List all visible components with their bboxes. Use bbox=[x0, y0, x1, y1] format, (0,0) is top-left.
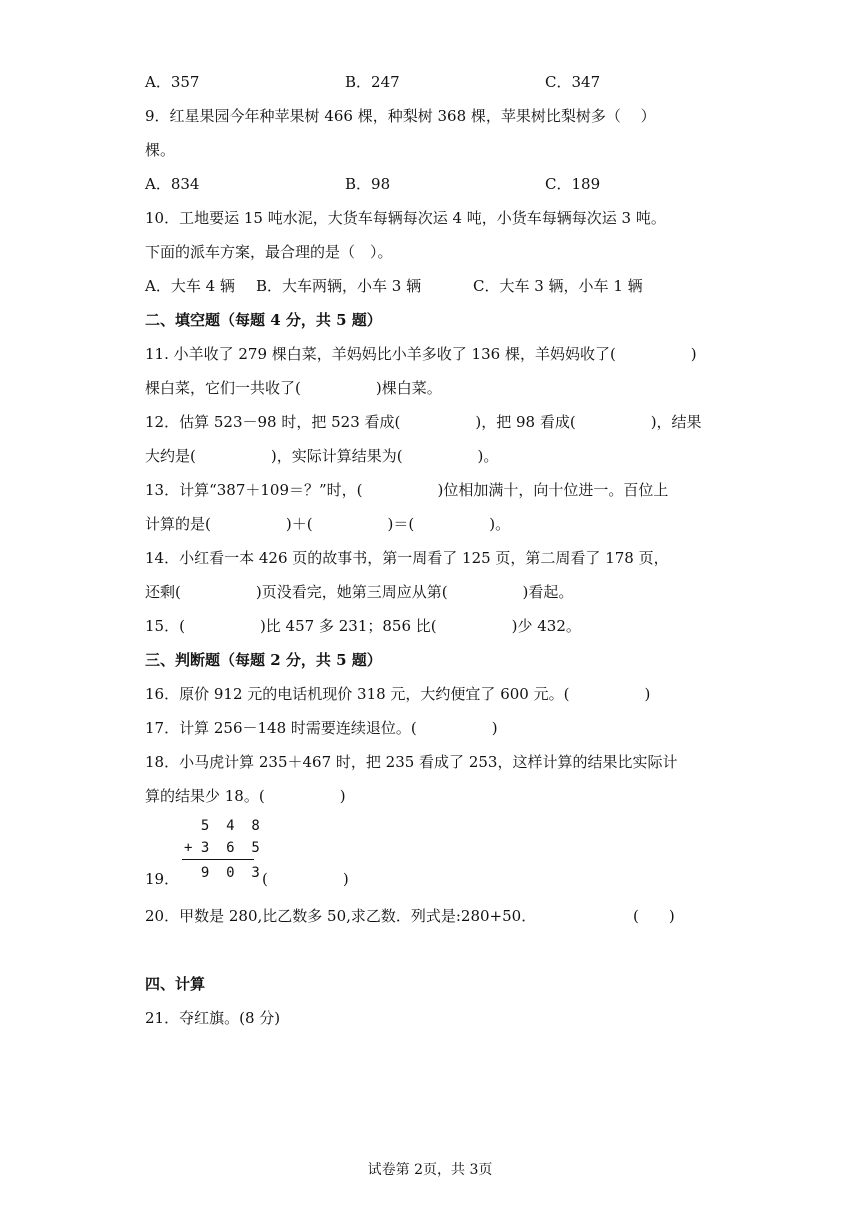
q9-option-b: B．98 bbox=[345, 175, 391, 193]
page-footer: 试卷第 2页，共 3页 bbox=[367, 1162, 493, 1178]
q14-line2: 还剩( )页没看完，她第三周应从第( )看起。 bbox=[145, 583, 574, 601]
q8-option-c: C．347 bbox=[545, 73, 601, 91]
q16-line: 16．原价 912 元的电话机现价 318 元，大约便宜了 600 元。( ) bbox=[145, 685, 651, 703]
q19-addend-bottom: + 3 6 5 bbox=[184, 840, 260, 856]
q19-addend-top: 5 4 8 bbox=[184, 818, 260, 834]
q11-line1: 11. 小羊收了 279 棵白菜，羊妈妈比小羊多收了 136 棵，羊妈妈收了( ) bbox=[145, 345, 697, 363]
q19-sum-line bbox=[182, 859, 254, 860]
q10-option-a: A．大车 4 辆 bbox=[145, 277, 235, 295]
q11-line2: 棵白菜，它们一共收了( )棵白菜。 bbox=[145, 379, 442, 397]
q9-line2: 棵。 bbox=[145, 141, 176, 159]
q8-option-b: B．247 bbox=[345, 73, 400, 91]
q12-line2: 大约是( )，实际计算结果为( )。 bbox=[145, 447, 499, 465]
q15-line: 15．( )比 457 多 231；856 比( )少 432。 bbox=[145, 617, 581, 635]
q13-line1: 13．计算“387＋109＝？”时，( )位相加满十，向十位进一。百位上 bbox=[145, 481, 669, 499]
q17-line: 17．计算 256－148 时需要连续退位。( ) bbox=[145, 719, 498, 737]
q10-option-b: B．大车两辆，小车 3 辆 bbox=[256, 277, 422, 295]
q10-option-c: C．大车 3 辆，小车 1 辆 bbox=[473, 277, 643, 295]
section-calculation-heading: 四、计算 bbox=[145, 975, 206, 993]
q12-line1: 12．估算 523－98 时，把 523 看成( )，把 98 看成( )，结果 bbox=[145, 413, 702, 431]
q10-line1: 10．工地要运 15 吨水泥，大货车每辆每次运 4 吨，小货车每辆每次运 3 吨。 bbox=[145, 209, 666, 227]
q19-blank: ( ) bbox=[262, 870, 349, 888]
q19-label: 19． bbox=[145, 870, 180, 888]
q20-blank: ( ) bbox=[633, 907, 675, 925]
q10-line2: 下面的派车方案，最合理的是（ ）。 bbox=[145, 243, 393, 261]
q19-result: 9 0 3 bbox=[184, 865, 260, 881]
q9-option-c: C．189 bbox=[545, 175, 601, 193]
q18-line1: 18．小马虎计算 235＋467 时，把 235 看成了 253，这样计算的结果比实际计 bbox=[145, 753, 678, 771]
q9-option-a: A．834 bbox=[145, 175, 200, 193]
q8-option-a: A．357 bbox=[145, 73, 200, 91]
q18-line2: 算的结果少 18。( ) bbox=[145, 787, 346, 805]
q14-line1: 14．小红看一本 426 页的故事书，第一周看了 125 页，第二周看了 178 页， bbox=[145, 549, 669, 567]
section-judgement-heading: 三、判断题（每题 2 分，共 5 题） bbox=[145, 651, 382, 669]
q21-line: 21．夺红旗。(8 分) bbox=[145, 1009, 281, 1027]
q13-line2: 计算的是( )＋( )＝( )。 bbox=[145, 515, 511, 533]
q9-line1: 9．红星果园今年种苹果树 466 棵，种梨树 368 棵，苹果树比梨树多（ ） bbox=[145, 107, 656, 125]
q20-line: 20．甲数是 280,比乙数多 50,求乙数．列式是:280+50． bbox=[145, 907, 537, 925]
section-fill-in-heading: 二、填空题（每题 4 分，共 5 题） bbox=[145, 311, 382, 329]
